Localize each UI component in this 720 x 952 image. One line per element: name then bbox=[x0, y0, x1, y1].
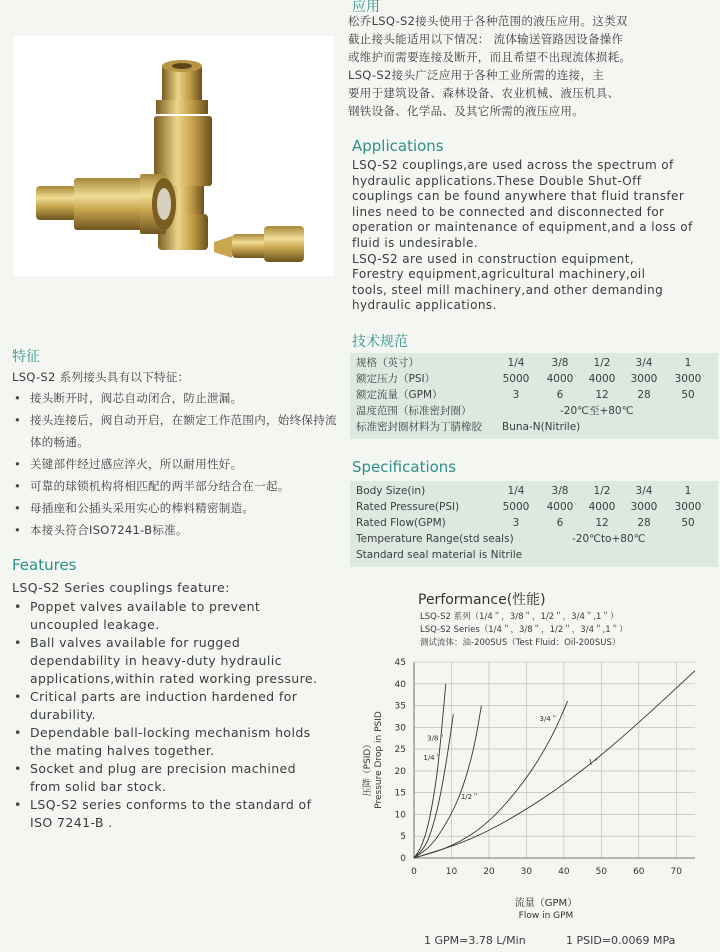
cell: 4000 bbox=[588, 373, 616, 385]
y-tick-label: 25 bbox=[394, 745, 406, 756]
feature-en-item: • Poppet valves available to prevent uncoupled leakage. bbox=[12, 598, 330, 634]
cell: 1/4 bbox=[507, 485, 525, 497]
cell: 5000 bbox=[502, 501, 530, 513]
spec-cn-row bbox=[350, 355, 718, 371]
cell: 3/8 bbox=[551, 485, 569, 497]
spec-en-table bbox=[350, 481, 718, 567]
performance-title: Performance(性能) bbox=[418, 592, 546, 608]
feature-cn-item: • 母插座和公插头采用实心的棒料精密制造。 bbox=[12, 497, 342, 519]
spec-cn-row bbox=[350, 371, 718, 387]
row-label: 规格（英寸） bbox=[356, 357, 419, 369]
series-label: 1/4＂ bbox=[423, 754, 442, 762]
row-label: 标准密封圈材料为丁腈橡胶 bbox=[356, 421, 482, 433]
y-tick-label: 45 bbox=[394, 658, 406, 668]
cell: 3000 bbox=[674, 501, 702, 513]
cell: 28 bbox=[637, 389, 651, 401]
cell: 5000 bbox=[502, 373, 530, 385]
row-label: Rated Pressure(PSI) bbox=[356, 501, 460, 513]
chart-curves bbox=[414, 671, 695, 858]
x-tick-label: 50 bbox=[595, 867, 608, 877]
y-axis-label: 压降（PSID） bbox=[363, 739, 373, 797]
features-en-intro: LSQ-S2 Series couplings feature: bbox=[12, 580, 230, 595]
conversion-psid: 1 PSID=0.0069 MPa bbox=[566, 934, 676, 947]
cell: 1/2 bbox=[593, 357, 611, 369]
cell: 3/8 bbox=[551, 357, 569, 369]
feature-cn-item: • 本接头符合ISO7241-B标准。 bbox=[12, 519, 342, 541]
intro-line: 松乔LSQ-S2接头使用于各种范围的液压应用。这类双 bbox=[348, 14, 628, 28]
features-en-heading: Features bbox=[12, 556, 77, 574]
x-tick-label: 0 bbox=[411, 867, 417, 877]
app-line: tools, steel mill machinery,and other demanding bbox=[352, 282, 664, 297]
spec-cn-heading: 技术规范 bbox=[352, 334, 408, 350]
cell: 1 bbox=[684, 357, 692, 369]
row-label: Temperature Range(std seals) bbox=[356, 533, 514, 545]
series-line bbox=[414, 671, 695, 858]
performance-line3: 测试流体：油-200SUS（Test Fluid：Oil-200SUS） bbox=[420, 638, 621, 648]
spec-cn-row-temp bbox=[350, 403, 718, 419]
cell: 3000 bbox=[674, 373, 702, 385]
x-tick-label: 30 bbox=[520, 867, 533, 877]
cell: 28 bbox=[637, 517, 651, 529]
features-cn-intro: LSQ-S2 系列接头具有以下特征： bbox=[12, 370, 190, 384]
x-tick-label: 20 bbox=[483, 867, 495, 877]
applications-heading: Applications bbox=[352, 137, 444, 155]
app-line: LSQ-S2 couplings,are used across the spectrum of bbox=[352, 158, 674, 172]
app-line: operation or maintenance of equipment,and a loss of bbox=[352, 220, 693, 235]
spec-en-row bbox=[350, 515, 718, 531]
pressure-drop-chart bbox=[350, 650, 718, 930]
x-tick-label: 10 bbox=[445, 867, 458, 877]
y-tick-label: 30 bbox=[394, 723, 406, 734]
feature-cn-item: • 关键部件经过感应淬火，所以耐用性好。 bbox=[12, 453, 342, 475]
intro-heading: 应用 bbox=[352, 0, 380, 15]
performance-line1: LSQ-S2 系列（1/4＂，3/8＂，1/2＂，3/4＂,1＂） bbox=[420, 612, 619, 622]
feature-en-item: • Critical parts are induction hardened for durability. bbox=[12, 688, 330, 724]
feature-cn-item: • 接头连接后，阀自动开启，在额定工作范围内，始终保持流体的畅通。 bbox=[12, 409, 342, 453]
cell: 1/2 bbox=[593, 485, 611, 497]
x-tick-label: 40 bbox=[558, 867, 570, 877]
cell: 6 bbox=[556, 389, 564, 401]
y-tick-label: 40 bbox=[394, 679, 406, 690]
row-label: 额定压力（PSI） bbox=[356, 373, 436, 385]
feature-en-item: • LSQ-S2 series conforms to the standard of ISO 7241-B . bbox=[12, 796, 330, 832]
cell: 4000 bbox=[546, 501, 574, 513]
spec-en-row-temp bbox=[350, 531, 718, 547]
cell: 3000 bbox=[630, 501, 658, 513]
spec-cn-table bbox=[350, 353, 718, 439]
feature-cn-item: • 接头断开时，阀芯自动闭合，防止泄漏。 bbox=[12, 387, 342, 409]
features-cn-list bbox=[12, 387, 342, 541]
cell: 3 bbox=[512, 389, 520, 401]
series-label: 3/8＂ bbox=[427, 734, 446, 743]
conversion-gpm: 1 GPM=3.78 L/Min bbox=[424, 934, 526, 947]
applications-text bbox=[352, 158, 720, 314]
chart-grid bbox=[414, 662, 695, 858]
cell: Buna-N(Nitrile) bbox=[502, 421, 581, 433]
spec-en-row bbox=[350, 499, 718, 515]
app-line: lines need to be connected and disconnected for bbox=[352, 204, 665, 219]
app-line: LSQ-S2 are used in construction equipment, bbox=[352, 251, 635, 266]
series-label: 1＂ bbox=[588, 758, 600, 767]
cell: -20℃至+80℃ bbox=[560, 405, 634, 417]
app-line: hydraulic applications. bbox=[352, 298, 497, 313]
cell: 12 bbox=[595, 389, 609, 401]
row-label: Standard seal material is Nitrile bbox=[356, 549, 523, 561]
feature-en-item: • Dependable ball-locking mechanism holds the mating halves together. bbox=[12, 724, 330, 760]
cell: 1/4 bbox=[507, 357, 525, 369]
x-axis-label-en: Flow in GPM bbox=[518, 911, 574, 921]
cell: 6 bbox=[556, 517, 564, 529]
row-label: Body Size(in) bbox=[356, 485, 426, 497]
y-tick-label: 10 bbox=[394, 810, 406, 821]
intro-line: 要用于建筑设备、森林设备、农业机械、液压机具、 bbox=[348, 86, 620, 100]
intro-line: 钢铁设备、化学品、及其它所需的液压应用。 bbox=[348, 104, 584, 118]
series-label: 1/2＂ bbox=[460, 793, 480, 802]
row-label: 额定流量（GPM） bbox=[356, 389, 443, 401]
cell: 4000 bbox=[546, 373, 574, 385]
cell: 50 bbox=[681, 517, 695, 529]
cell: 3/4 bbox=[635, 485, 653, 497]
app-line: hydraulic applications.These Double Shut-Off bbox=[352, 173, 642, 188]
y-axis-label-en: Pressure Drop in PSID bbox=[374, 711, 384, 809]
features-cn-heading: 特征 bbox=[12, 349, 40, 365]
cell: 4000 bbox=[588, 501, 616, 513]
cell: 3 bbox=[512, 517, 520, 529]
x-tick-label: 70 bbox=[670, 867, 682, 877]
row-label: Rated Flow(GPM) bbox=[356, 517, 446, 529]
y-tick-label: 5 bbox=[400, 832, 406, 843]
app-line: Forestry equipment,agricultural machinery,oil bbox=[352, 267, 646, 282]
app-line: fluid is undesirable. bbox=[352, 235, 478, 250]
series-line bbox=[414, 701, 568, 858]
intro-text-cn bbox=[348, 12, 718, 120]
spec-cn-row bbox=[350, 387, 718, 403]
cell: 3/4 bbox=[635, 357, 653, 369]
series-line bbox=[414, 706, 481, 858]
features-en-list bbox=[12, 598, 330, 832]
cell: 12 bbox=[595, 517, 609, 529]
y-tick-label: 0 bbox=[400, 854, 406, 864]
series-label: 3/4＂ bbox=[539, 714, 558, 723]
x-axis-label: 流量（GPM） bbox=[514, 898, 578, 909]
y-tick-label: 15 bbox=[394, 788, 406, 799]
y-tick-label: 20 bbox=[394, 766, 406, 777]
intro-line: 或维护而需要连接及断开，而且希望不出现流体损耗。 bbox=[348, 50, 632, 64]
feature-en-item: • Socket and plug are precision machined from solid bar stock. bbox=[12, 760, 330, 796]
row-label: 温度范围（标准密封圈） bbox=[356, 405, 472, 417]
cell: 50 bbox=[681, 389, 695, 401]
performance-line2: LSQ-S2 Series（1/4＂，3/8＂，1/2＂，3/4＂,1＂） bbox=[420, 625, 628, 635]
intro-line: LSQ-S2接头广泛应用于各种工业所需的连接，主 bbox=[348, 68, 605, 82]
spec-cn-row-seal bbox=[350, 419, 718, 435]
intro-line: 截止接头能适用以下情况： 流体输送管路因设备操作 bbox=[348, 32, 624, 46]
feature-en-item: • Ball valves available for rugged dependability in heavy-duty hydraulic applications,within rated working pressure. bbox=[12, 634, 330, 688]
y-tick-label: 35 bbox=[394, 701, 406, 712]
app-line: couplings can be found anywhere that fluid transfer bbox=[352, 189, 685, 204]
cell: 3000 bbox=[630, 373, 658, 385]
feature-cn-item: • 可靠的球锁机构将相匹配的两半部分结合在一起。 bbox=[12, 475, 342, 497]
product-photo bbox=[14, 36, 334, 276]
x-tick-label: 60 bbox=[633, 867, 645, 877]
cell: 1 bbox=[684, 485, 692, 497]
spec-en-heading: Specifications bbox=[352, 458, 457, 476]
spec-en-row-seal bbox=[350, 547, 718, 563]
spec-en-row bbox=[350, 483, 718, 499]
cell: -20℃to+80℃ bbox=[572, 533, 646, 545]
